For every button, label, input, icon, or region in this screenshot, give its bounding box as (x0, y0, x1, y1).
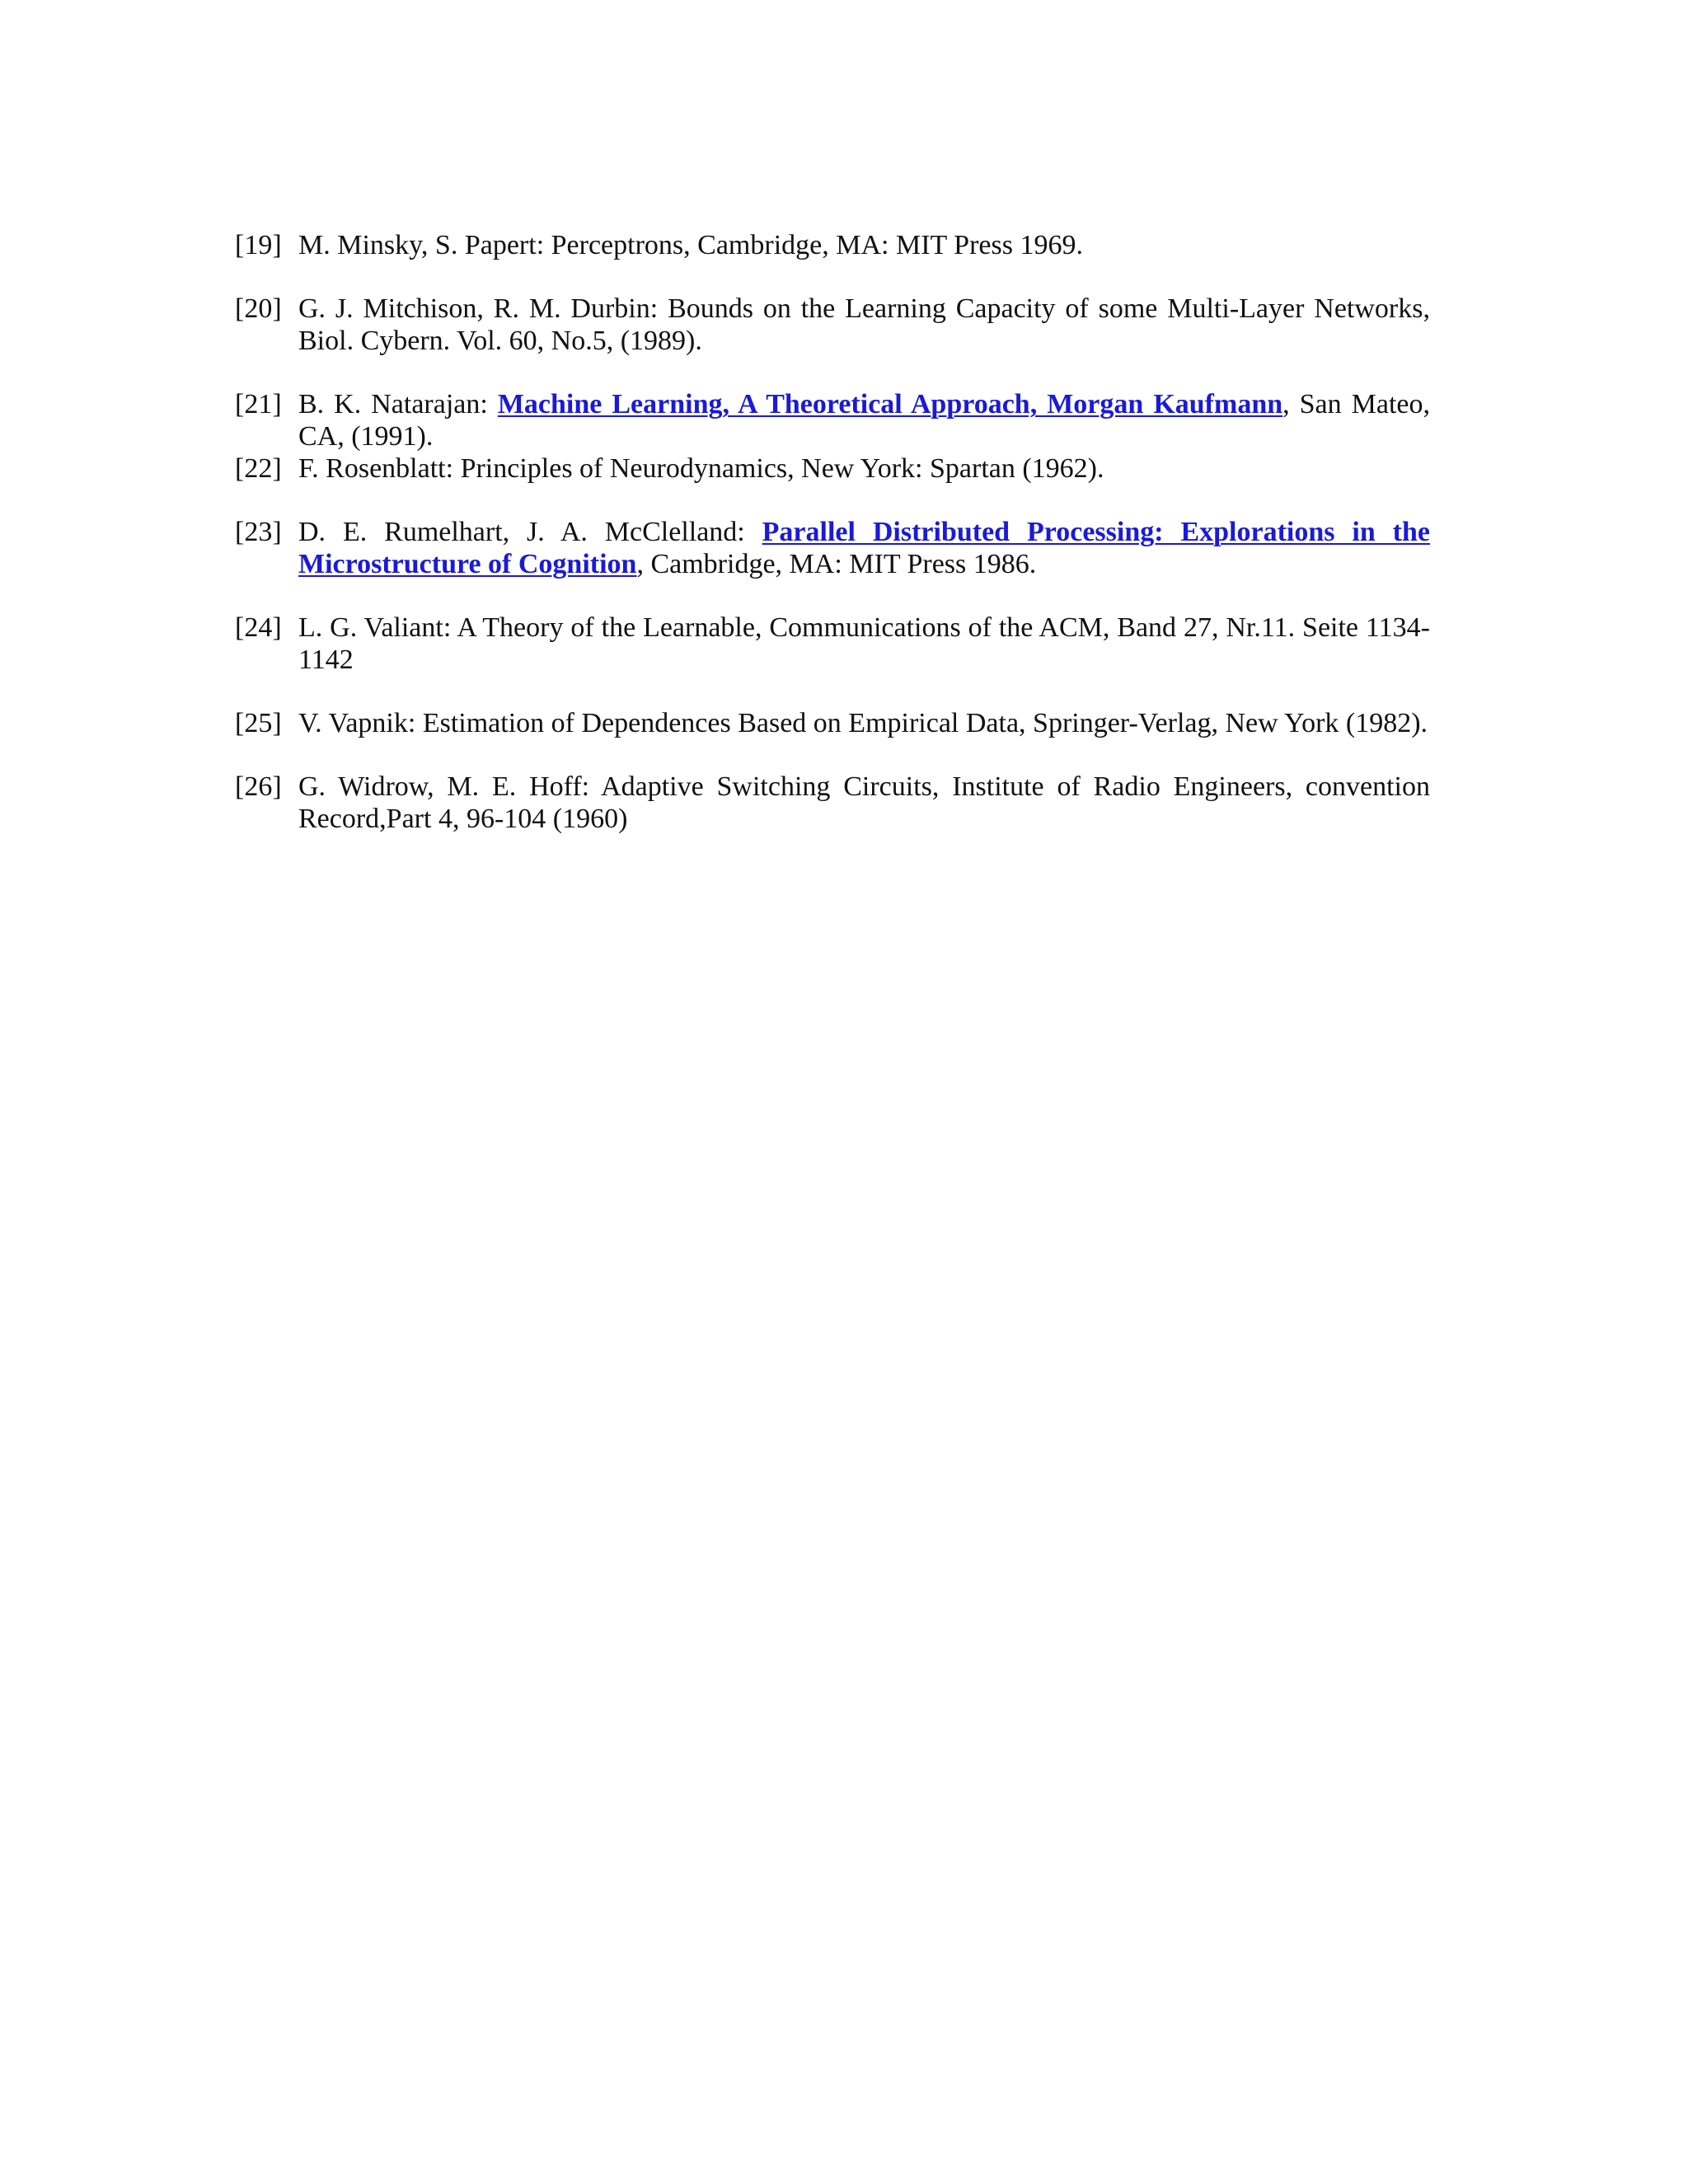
reference-link-parallel-distributed-processing[interactable]: Parallel Distributed Processing: Explorations in the Microstructure of Cognition (298, 517, 1430, 579)
reference-text-suffix: , San Mateo, CA, (1991). (298, 389, 1431, 452)
reference-number: [23] (235, 517, 282, 547)
reference-21 (235, 388, 1430, 452)
reference-number: [22] (235, 453, 282, 484)
reference-number: [26] (235, 771, 282, 802)
reference-link-machine-learning[interactable]: Machine Learning, A Theoretical Approach, Morgan Kaufmann (497, 389, 1283, 419)
reference-number: [20] (235, 293, 282, 324)
reference-22 (235, 452, 1430, 485)
reference-number: [25] (235, 708, 282, 738)
reference-text: G. J. Mitchison, R. M. Durbin: Bounds on the Learning Capacity of some Multi-Layer Networks, Biol. Cybern. Vol. 60, No.5, (1989). (298, 293, 1430, 356)
reference-text: G. Widrow, M. E. Hoff: Adaptive Switching Circuits, Institute of Radio Engineers, convention Record,Part 4, 96-104 (1960) (298, 771, 1430, 834)
reference-list (235, 229, 1430, 835)
reference-number: [24] (235, 612, 282, 643)
reference-text: L. G. Valiant: A Theory of the Learnable, Communications of the ACM, Band 27, Nr.11. Seite 1134-1142 (298, 612, 1430, 675)
reference-19 (235, 229, 1430, 261)
reference-text-suffix: , Cambridge, MA: MIT Press 1986. (636, 549, 1037, 579)
reference-23 (235, 516, 1430, 580)
reference-text: F. Rosenblatt: Principles of Neurodynamics, New York: Spartan (1962). (298, 453, 1104, 484)
reference-text-prefix: B. K. Natarajan: (298, 389, 498, 419)
reference-text: V. Vapnik: Estimation of Dependences Based on Empirical Data, Springer-Verlag, New York (1982). (298, 708, 1428, 738)
reference-text: M. Minsky, S. Papert: Perceptrons, Cambridge, MA: MIT Press 1969. (298, 230, 1083, 260)
reference-20 (235, 293, 1430, 357)
reference-number: [21] (235, 389, 282, 419)
reference-24 (235, 612, 1430, 676)
reference-26 (235, 771, 1430, 835)
reference-number: [19] (235, 230, 282, 260)
reference-25 (235, 707, 1430, 739)
reference-text-prefix: D. E. Rumelhart, J. A. McClelland: (298, 517, 762, 547)
